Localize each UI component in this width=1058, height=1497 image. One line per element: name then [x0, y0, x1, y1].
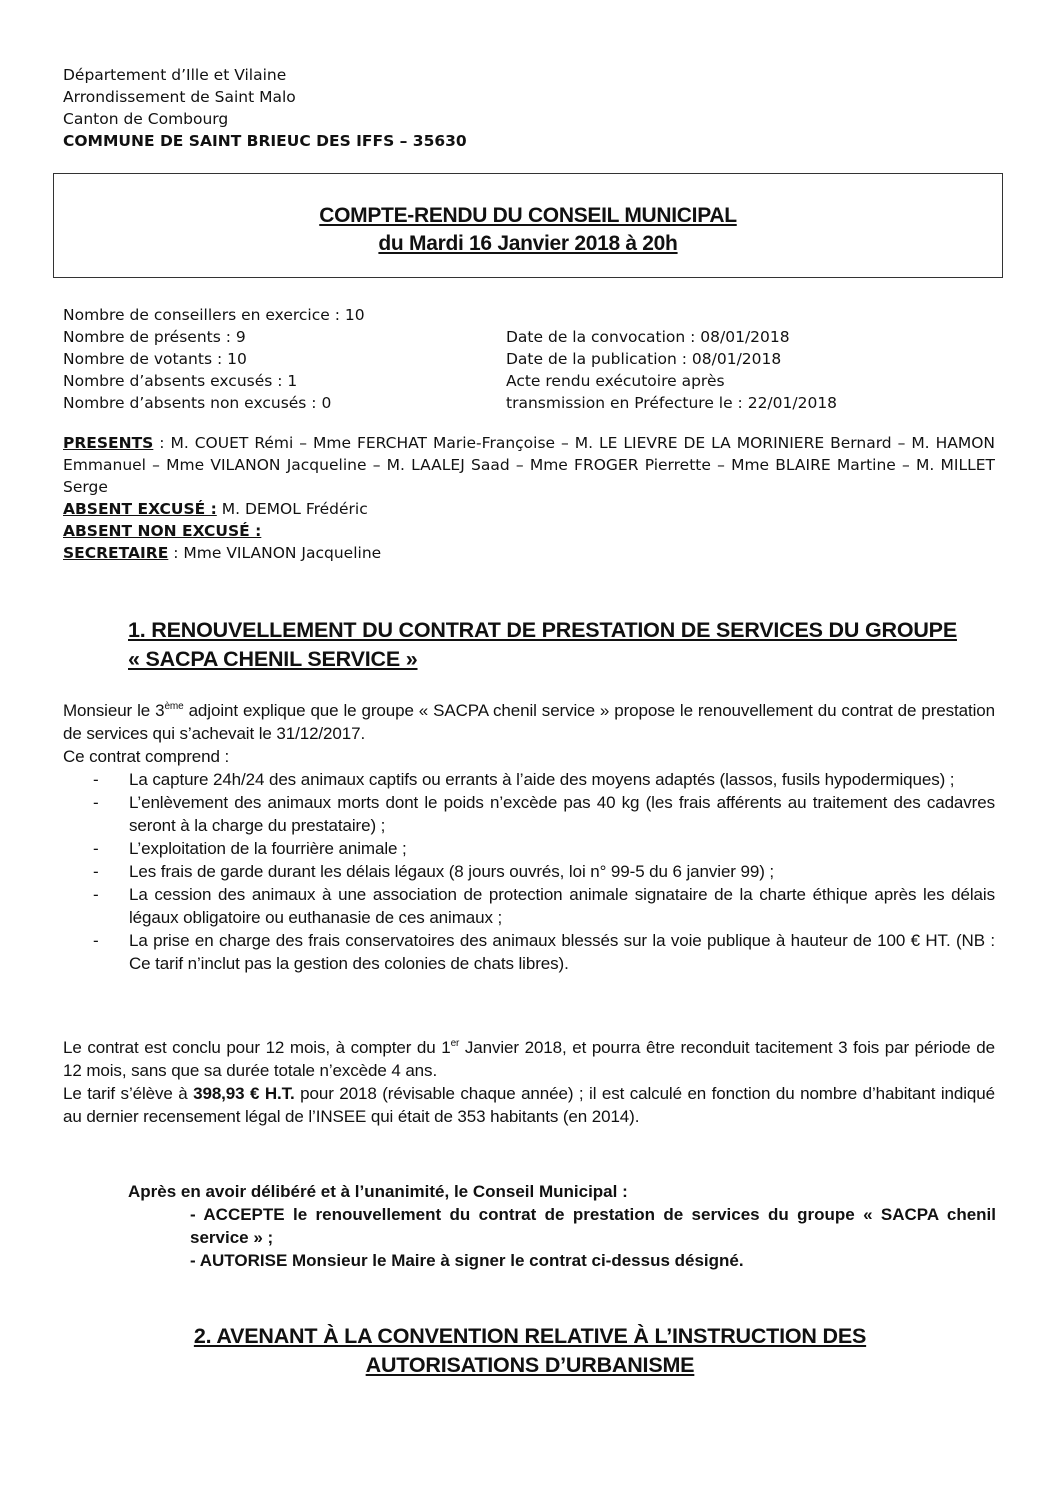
page-subtitle-date: du Mardi 16 Janvier 2018 à 20h [378, 232, 678, 255]
stat-presents: Nombre de présents : 9 [63, 328, 246, 346]
list-item [63, 883, 995, 929]
list-item-text: La prise en charge des frais conservatoires des animaux blessés sur la voie publique à hauteur de 100 € HT. (NB : Ce tarif n’inclut pas la gestion des colonies de chats libres). [129, 931, 995, 973]
section-2-title-line1: 2. AVENANT À LA CONVENTION RELATIVE À L’INSTRUCTION DES [193, 1324, 867, 1348]
decision-intro: Après en avoir délibéré et à l’unanimité, le Conseil Municipal : [128, 1182, 628, 1201]
dash-bullet-icon: - [93, 793, 99, 812]
intro-text-b: adjoint explique que le groupe « SACPA chenil service » propose le renouvellement du contrat de prestation de services qui s’achevait le 31/12/2017. [63, 701, 995, 743]
dash-bullet-icon: - [93, 931, 99, 950]
stat-votants: Nombre de votants : 10 [63, 350, 247, 368]
absent-excuse-line [63, 498, 995, 520]
absent-excuse-label: ABSENT EXCUSÉ : [63, 500, 217, 518]
intro-list-lead: Ce contrat comprend : [63, 747, 230, 766]
presents-names: : M. COUET Rémi – Mme FERCHAT Marie-Françoise – M. LE LIEVRE DE LA MORINIERE Bernard – M. HAMON Emmanuel – Mme VILANON Jacqueline – M. LAALEJ Saad – Mme FROGER Pierrette – Mme BLAIRE Martine – M. MILLET Serge [63, 434, 995, 496]
section-1-intro [63, 699, 995, 768]
attendance-block [63, 432, 995, 564]
secretaire-label: SECRETAIRE [63, 544, 169, 562]
header-canton: Canton de Combourg [63, 110, 229, 128]
list-item [63, 860, 995, 883]
decision-autorise: - AUTORISE Monsieur le Maire à signer le contrat ci-dessus désigné. [190, 1251, 744, 1270]
contract-terms [63, 1036, 995, 1128]
date-convocation: Date de la convocation : 08/01/2018 [506, 328, 790, 346]
council-decision [128, 1180, 996, 1272]
stat-absents-excuses: Nombre d’absents excusés : 1 [63, 372, 298, 390]
list-item [63, 837, 995, 860]
dash-bullet-icon: - [93, 839, 99, 858]
list-item-text: La capture 24h/24 des animaux captifs ou errants à l’aide des moyens adaptés (lassos, fusils hypodermiques) ; [129, 770, 955, 789]
header-arrondissement: Arrondissement de Saint Malo [63, 88, 296, 106]
stat-absents-non-excuses: Nombre d’absents non excusés : 0 [63, 394, 332, 412]
secretaire-line [63, 542, 995, 564]
contract-duration [63, 1036, 995, 1082]
dash-bullet-icon: - [93, 770, 99, 789]
decision-accepte: - ACCEPTE le renouvellement du contrat de prestation de services du groupe « SACPA chenil service » ; [190, 1205, 996, 1247]
section-1-heading [128, 616, 1028, 674]
stat-conseillers: Nombre de conseillers en exercice : 10 [63, 306, 365, 324]
section-1-title-line1: 1. RENOUVELLEMENT DU CONTRAT DE PRESTATION DE SERVICES DU GROUPE [128, 618, 957, 642]
absent-non-excuse-label: ABSENT NON EXCUSÉ : [63, 522, 262, 540]
section-2-title-line2: AUTORISATIONS D’URBANISME [365, 1353, 695, 1377]
list-item [63, 791, 995, 837]
tarif-text-b: pour 2018 (révisable chaque année) ; il est calculé en fonction du nombre d’habitant indiqué au dernier recensement légal de l’INSEE qui était de 353 habitants (en 2014). [63, 1084, 995, 1126]
contract-tarif [63, 1082, 995, 1128]
acte-executoire: Acte rendu exécutoire après [506, 372, 725, 390]
tarif-text-a: Le tarif s’élève à [63, 1084, 194, 1103]
tarif-amount: 398,93 € H.T. [193, 1084, 295, 1103]
list-item-text: L’exploitation de la fourrière animale ; [129, 839, 407, 858]
page-title: COMPTE-RENDU DU CONSEIL MUNICIPAL [319, 204, 737, 227]
intro-superscript: ème [164, 701, 184, 712]
meeting-dates [506, 326, 837, 414]
list-item [63, 768, 995, 791]
council-stats [63, 304, 365, 414]
presents-label: PRESENTS [63, 434, 154, 452]
secretaire-name: : Mme VILANON Jacqueline [168, 544, 382, 562]
title-box [53, 173, 1003, 278]
header-department: Département d’Ille et Vilaine [63, 66, 287, 84]
contract-items-list [63, 768, 995, 975]
list-item-text: L’enlèvement des animaux morts dont le poids n’excède pas 40 kg (les frais afférents au traitement des cadavres seront à la charge du prestataire) ; [129, 793, 995, 835]
section-2-heading [60, 1322, 1000, 1380]
contract-text-a: Le contrat est conclu pour 12 mois, à compter du 1 [63, 1038, 451, 1057]
contract-superscript: er [450, 1038, 460, 1049]
intro-text-a: Monsieur le 3 [63, 701, 165, 720]
list-item [63, 929, 995, 975]
list-item-text: La cession des animaux à une association de protection animale signataire de la charte éthique après les délais légaux obligatoire ou euthanasie de ces animaux ; [129, 885, 995, 927]
date-publication: Date de la publication : 08/01/2018 [506, 350, 782, 368]
contract-text-b: Janvier 2018, et pourra être reconduit tacitement 3 fois par période de 12 mois, sans que sa durée totale n’excède 4 ans. [63, 1038, 995, 1080]
document-header [63, 64, 467, 152]
list-item-text: Les frais de garde durant les délais légaux (8 jours ouvrés, loi n° 99-5 du 6 janvier 99) ; [129, 862, 775, 881]
presents-line [63, 432, 995, 498]
dash-bullet-icon: - [93, 862, 99, 881]
header-commune: COMMUNE DE SAINT BRIEUC DES IFFS – 35630 [63, 132, 467, 150]
absent-excuse-names: M. DEMOL Frédéric [216, 500, 368, 518]
absent-non-excuse-line [63, 520, 995, 542]
section-1-title-line2: « SACPA CHENIL SERVICE » [128, 647, 418, 671]
date-transmission: transmission en Préfecture le : 22/01/2018 [506, 394, 838, 412]
dash-bullet-icon: - [93, 885, 99, 904]
